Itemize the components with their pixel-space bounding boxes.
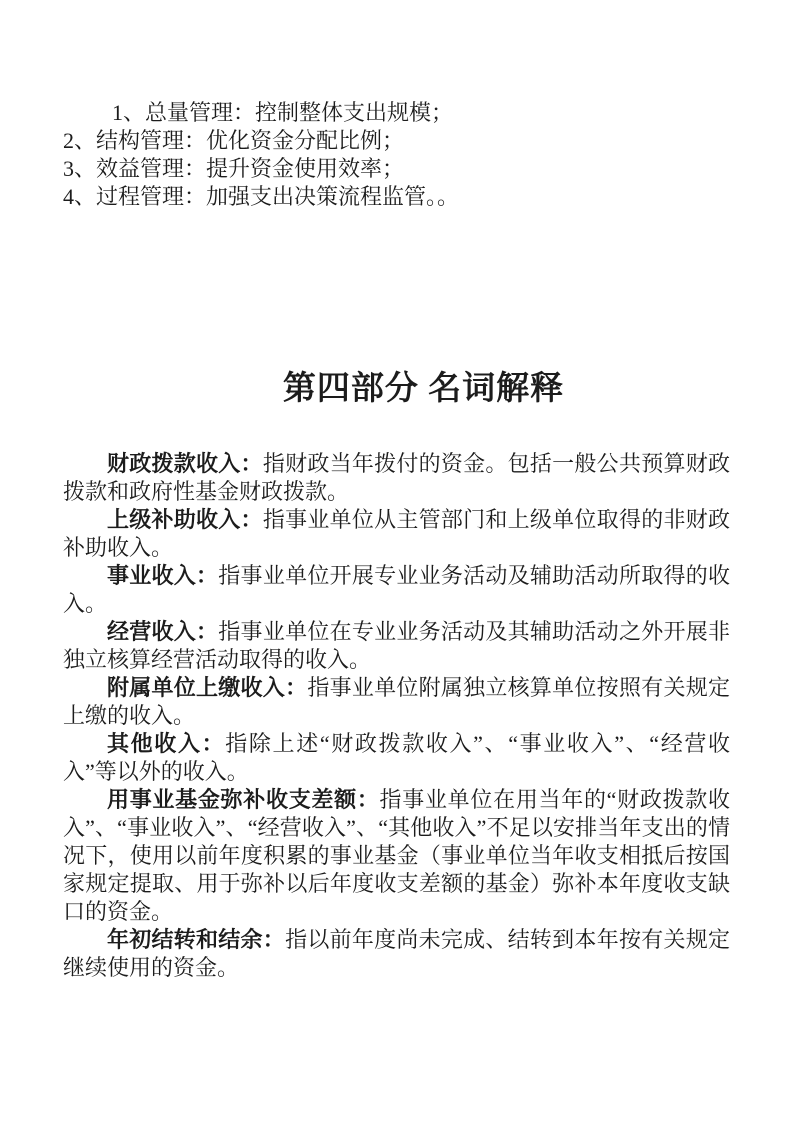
intro-list — [63, 99, 730, 211]
definition-paragraph — [63, 926, 730, 982]
definition-text: 指除上述“财政拨款收入”、“事业收入”、“经营收入”等以外的收入。 — [63, 731, 730, 784]
definition-term: 用事业基金弥补收支差额： — [107, 787, 380, 812]
definition-term: 其他收入： — [107, 731, 226, 756]
list-item: 3、效益管理：提升资金使用效率； — [63, 156, 405, 181]
definition-paragraph — [63, 730, 730, 786]
definition-paragraph — [63, 674, 730, 730]
definition-text: 指事业单位开展专业业务活动及辅助活动所取得的收入。 — [63, 563, 730, 616]
definition-term: 年初结转和结余： — [107, 927, 286, 952]
list-item: 4、过程管理：加强支出决策流程监管。。 — [63, 184, 460, 209]
definition-text: 指事业单位在专业业务活动及其辅助活动之外开展非独立核算经营活动取得的收入。 — [63, 619, 730, 672]
definition-paragraph — [63, 450, 730, 506]
definition-term: 事业收入： — [107, 563, 219, 588]
definition-paragraph — [63, 506, 730, 562]
definition-text: 指财政当年拨付的资金。包括一般公共预算财政拨款和政府性基金财政拨款。 — [63, 451, 730, 504]
definition-text: 指事业单位附属独立核算单位按照有关规定上缴的收入。 — [63, 675, 730, 728]
definition-paragraph — [63, 786, 730, 926]
definitions-section — [63, 450, 730, 982]
definition-term: 经营收入： — [107, 619, 219, 644]
section-title: 第四部分 名词解释 — [282, 371, 565, 407]
definition-paragraph — [63, 562, 730, 618]
definition-term: 附属单位上缴收入： — [107, 675, 308, 700]
definition-text: 指事业单位从主管部门和上级单位取得的非财政补助收入。 — [63, 507, 730, 560]
list-item: 2、结构管理：优化资金分配比例； — [63, 128, 405, 153]
definition-term: 上级补助收入： — [107, 507, 263, 532]
definition-text: 指以前年度尚未完成、结转到本年按有关规定继续使用的资金。 — [63, 927, 730, 980]
definition-term: 财政拨款收入： — [107, 451, 263, 476]
definition-text: 指事业单位在用当年的“财政拨款收入”、“事业收入”、“经营收入”、“其他收入”不足以安排当年支出的情况下，使用以前年度积累的事业基金（事业单位当年收支相抵后按国家规定提取、用于弥补以后年度收支差额的基金）弥补本年度收支缺口的资金。 — [63, 787, 730, 924]
definition-paragraph — [63, 618, 730, 674]
list-item: 1、总量管理：控制整体支出规模； — [112, 100, 454, 125]
